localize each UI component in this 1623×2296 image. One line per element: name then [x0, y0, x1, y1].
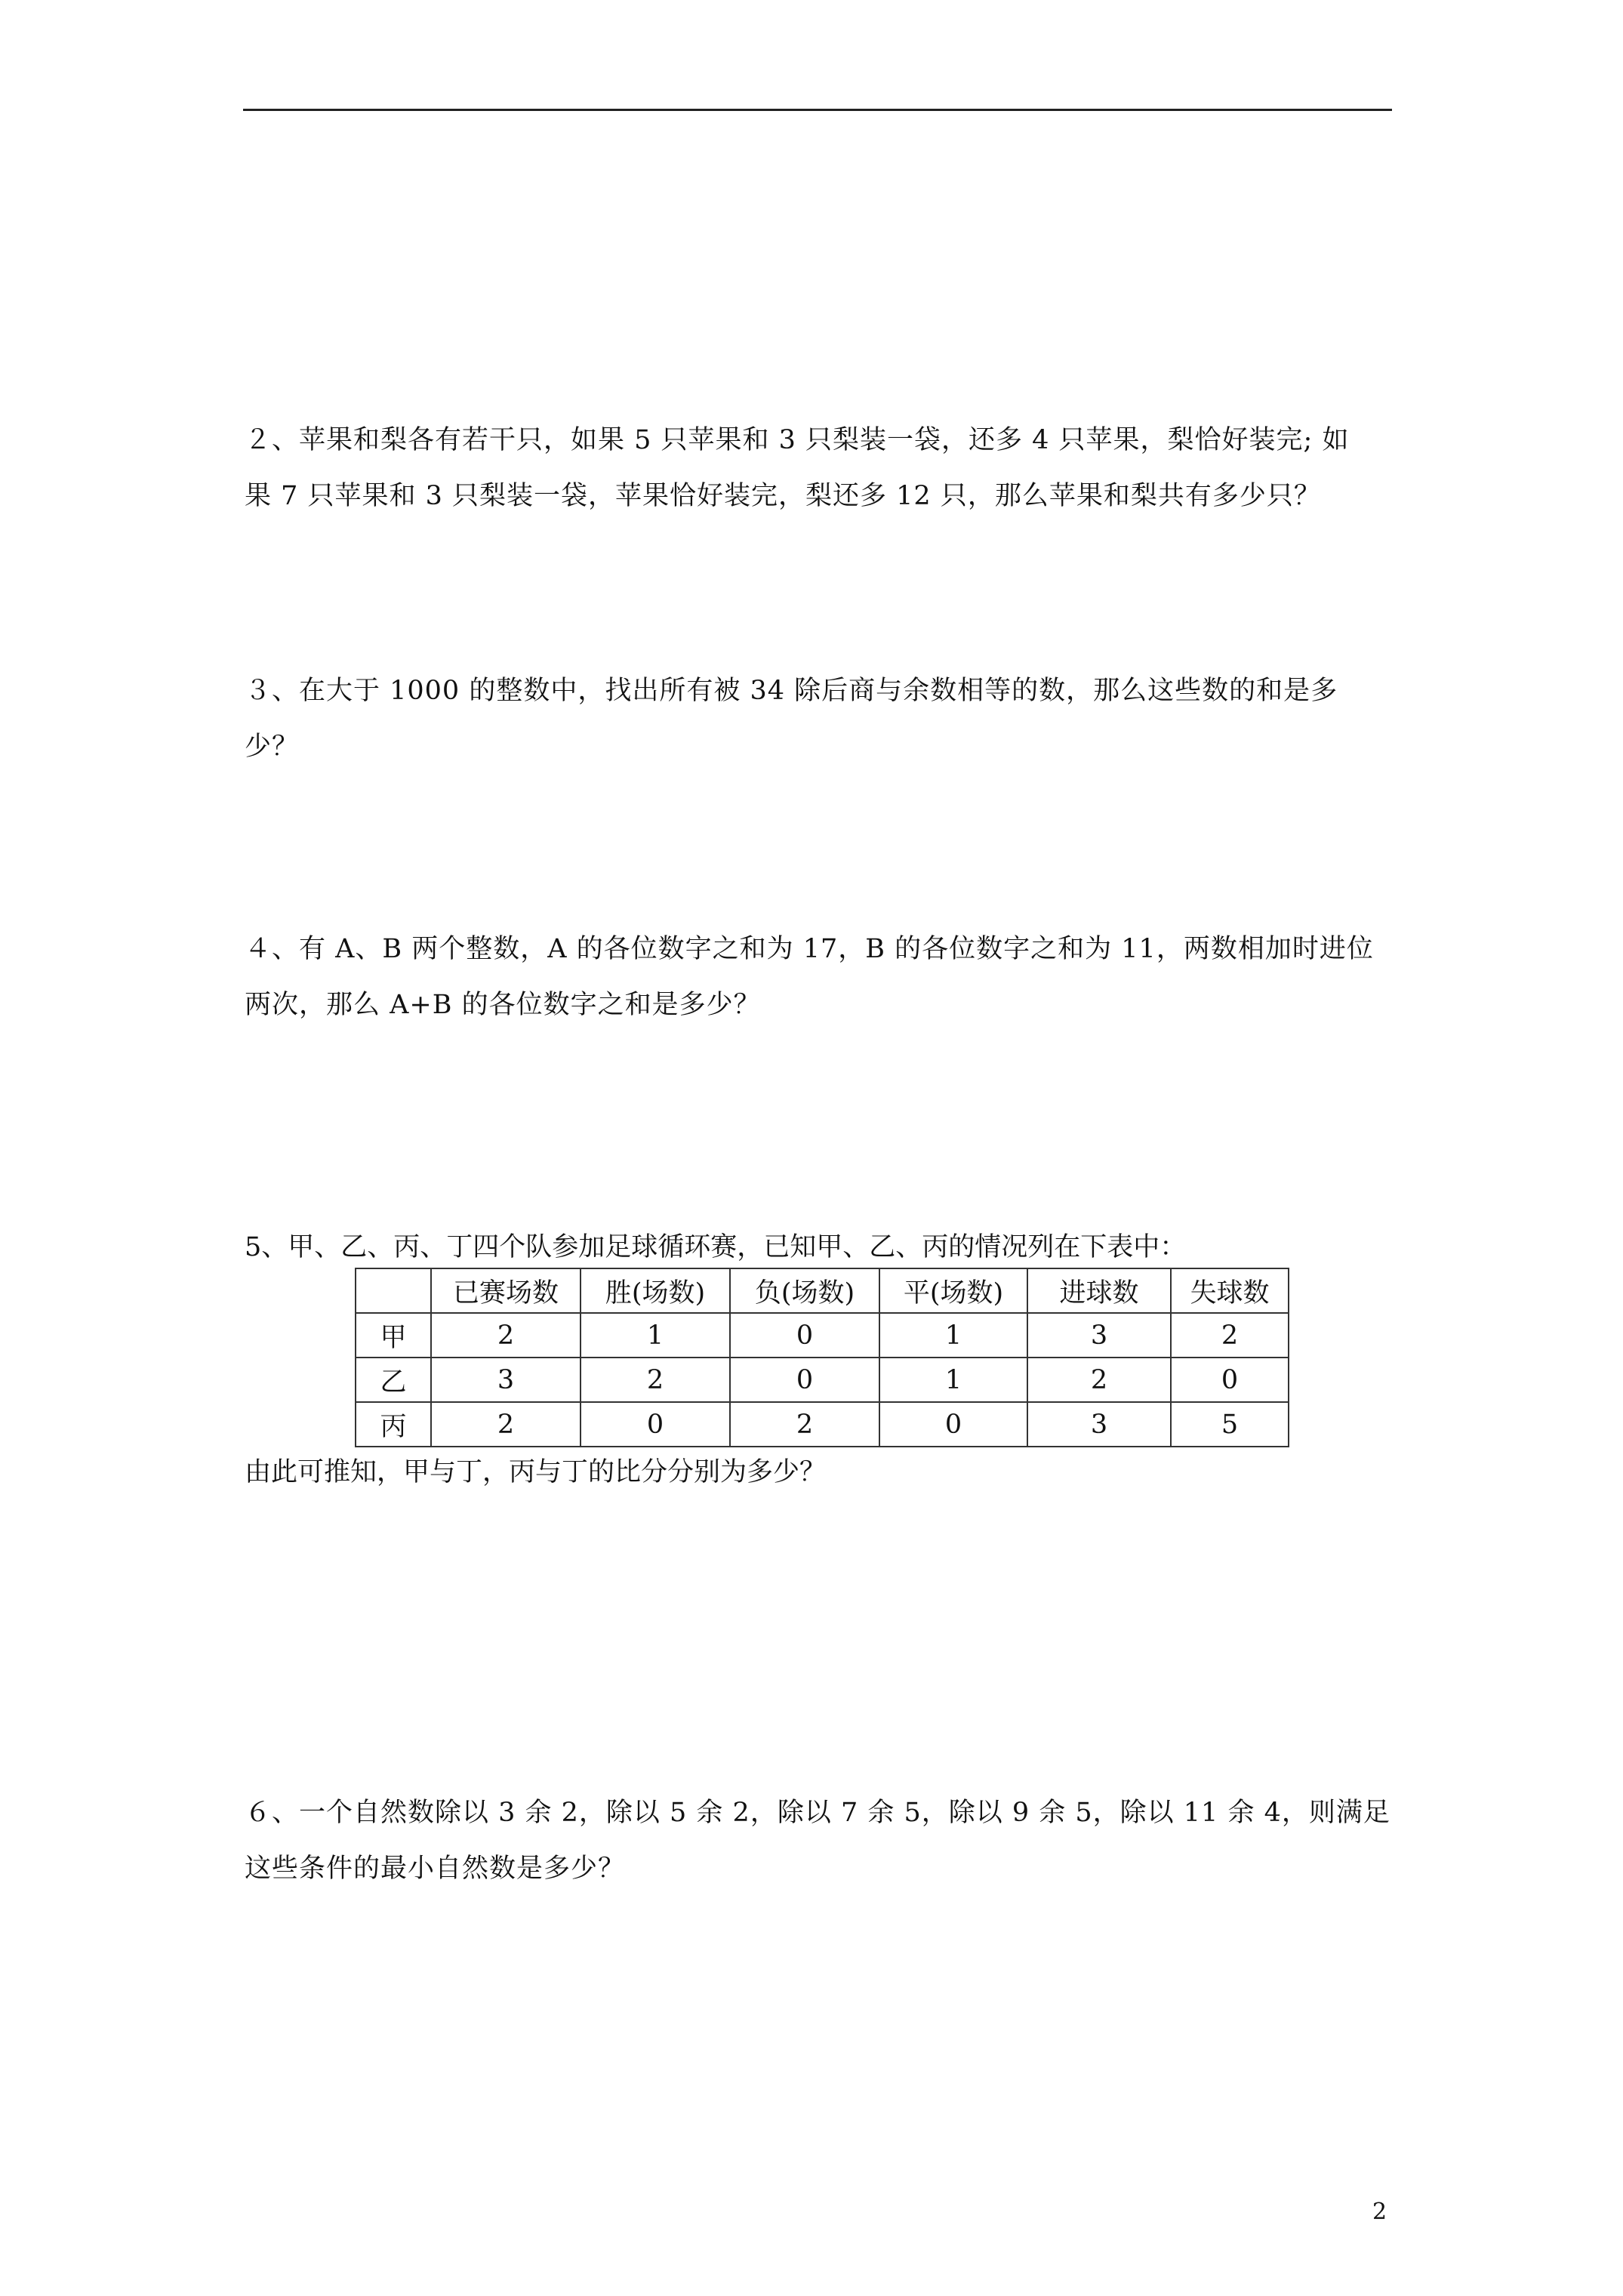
table-cell: 2: [730, 1402, 879, 1447]
table-cell: 2: [1171, 1313, 1289, 1358]
problem-6: [245, 1785, 1392, 1897]
problem-5-intro: 5、甲、乙、丙、丁四个队参加足球循环赛，已知甲、乙、丙的情况列在下表中：: [245, 1232, 1187, 1262]
table-row: [356, 1402, 1289, 1447]
problem-6-line-2: 这些条件的最小自然数是多少？: [245, 1854, 626, 1884]
table-cell: 甲: [356, 1313, 431, 1358]
table-cell: 0: [730, 1313, 879, 1358]
table-cell: 1: [879, 1313, 1027, 1358]
table-cell: 0: [581, 1402, 730, 1447]
table-cell: 1: [879, 1358, 1027, 1402]
table-cell: 3: [1027, 1402, 1171, 1447]
table-cell: 3: [1027, 1313, 1171, 1358]
table-cell: 5: [1171, 1402, 1289, 1447]
table-cell: 2: [431, 1313, 581, 1358]
table-cell: 2: [581, 1358, 730, 1402]
page-number: 2: [1372, 2199, 1387, 2225]
problem-2: [245, 412, 1392, 524]
problem-3: [245, 663, 1392, 775]
problem-4-line-2: 两次，那么 A+B 的各位数字之和是多少？: [245, 990, 761, 1020]
table-cell: 0: [730, 1358, 879, 1402]
header-rule: [243, 109, 1392, 111]
table-cell: 1: [581, 1313, 730, 1358]
problem-2-line-2: 果 7 只苹果和 3 只梨装一袋，苹果恰好装完，梨还多 12 只，那么苹果和梨共有多少只？: [245, 481, 1321, 511]
table-row: [356, 1313, 1289, 1358]
problem-3-line-1: ３、在大于 1000 的整数中，找出所有被 34 除后商与余数相等的数，那么这些数的和是多少？: [245, 676, 1338, 762]
table-header-cell: [356, 1268, 431, 1313]
standings-table: [355, 1268, 1289, 1447]
problem-4-line-1: ４、有 A、B 两个整数，A 的各位数字之和为 17，B 的各位数字之和为 11，两数相加时进位: [245, 934, 1374, 964]
table-cell: 0: [1171, 1358, 1289, 1402]
table-cell: 3: [431, 1358, 581, 1402]
table-header-cell: 胜(场数): [581, 1268, 730, 1313]
table-header-cell: 进球数: [1027, 1268, 1171, 1313]
problem-6-line-1: ６、一个自然数除以 3 余 2，除以 5 余 2，除以 7 余 5，除以 9 余 5，除以 11 余 4，则满足: [245, 1798, 1390, 1828]
table-cell: 2: [1027, 1358, 1171, 1402]
table-cell: 0: [879, 1402, 1027, 1447]
table-cell: 2: [431, 1402, 581, 1447]
table-row: [356, 1358, 1289, 1402]
table-header-cell: 平(场数): [879, 1268, 1027, 1313]
table-header-cell: 负(场数): [730, 1268, 879, 1313]
table-header-row: [356, 1268, 1289, 1313]
table-header-cell: 失球数: [1171, 1268, 1289, 1313]
table-cell: 乙: [356, 1358, 431, 1402]
table-header-cell: 已赛场数: [431, 1268, 581, 1313]
table-cell: 丙: [356, 1402, 431, 1447]
problem-5-conclusion: 由此可推知，甲与丁，丙与丁的比分分别为多少？: [245, 1457, 827, 1487]
problem-4: [245, 921, 1392, 1033]
problem-2-line-1: ２、苹果和梨各有若干只，如果 5 只苹果和 3 只梨装一袋，还多 4 只苹果，梨恰好装完; 如: [245, 425, 1350, 455]
